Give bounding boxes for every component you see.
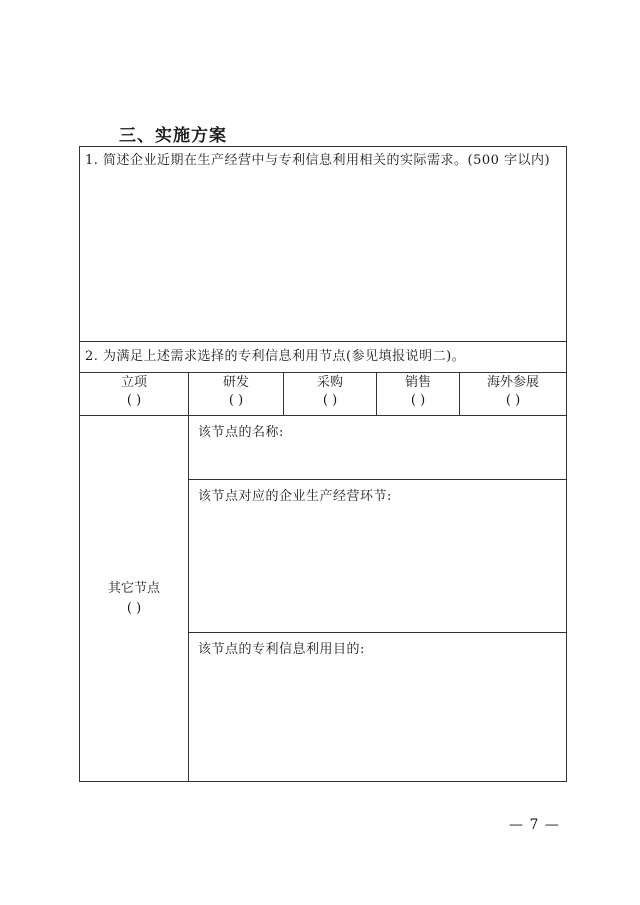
node-other[interactable]: [80, 579, 188, 619]
implementation-form: [79, 146, 567, 782]
node-rd[interactable]: [189, 374, 283, 410]
node-label: 研发: [222, 375, 249, 390]
divider: [80, 341, 566, 342]
question-1: 1. 简述企业近期在生产经营中与专利信息利用相关的实际需求。(500 字以内): [85, 153, 551, 168]
node-procurement[interactable]: [284, 374, 376, 410]
divider: [80, 415, 566, 416]
page-number: — 7 —: [509, 817, 560, 833]
node-mark: ( ): [126, 601, 142, 616]
node-label: 采购: [316, 375, 343, 390]
node-initiation[interactable]: [80, 374, 188, 410]
divider: [188, 415, 189, 781]
node-mark: ( ): [228, 393, 244, 408]
divider: [188, 632, 566, 633]
other-node-purpose-field[interactable]: 该节点的专利信息利用目的:: [198, 642, 365, 657]
node-label: 海外参展: [486, 375, 539, 390]
node-label: 立项: [120, 375, 147, 390]
divider: [188, 479, 566, 480]
other-node-stage-field[interactable]: 该节点对应的企业生产经营环节:: [198, 489, 392, 504]
other-node-name-field[interactable]: 该节点的名称:: [198, 425, 284, 440]
section-title: 三、实施方案: [119, 126, 227, 146]
node-label: 销售: [404, 375, 431, 390]
node-mark: ( ): [322, 393, 338, 408]
question-2: 2. 为满足上述需求选择的专利信息利用节点(参见填报说明二)。: [85, 349, 466, 364]
node-mark: ( ): [410, 393, 426, 408]
node-label: 其它节点: [107, 581, 160, 596]
node-overseas-exhibition[interactable]: [460, 374, 566, 410]
node-mark: ( ): [505, 393, 521, 408]
divider: [80, 372, 566, 373]
node-mark: ( ): [126, 393, 142, 408]
node-sales[interactable]: [377, 374, 459, 410]
